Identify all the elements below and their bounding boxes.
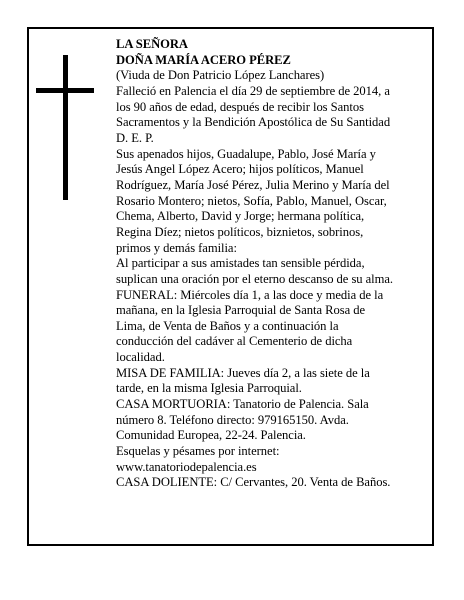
family-line: Jesús Angel López Acero; hijos políticos, Manuel xyxy=(116,162,364,177)
prayer-request-line: suplican una oración por el eterno descanso de su alma. xyxy=(116,271,394,286)
funeral-home-line: número 8. Teléfono directo: 979165150. Avda. xyxy=(116,412,349,427)
family-home-line: CASA DOLIENTE: C/ Cervantes, 20. Venta de Baños. xyxy=(116,475,391,490)
obituary-text xyxy=(116,37,421,491)
funeral-line: localidad. xyxy=(116,350,165,365)
family-line: Rosario Montero; nietos, Sofía, Pablo, Manuel, Oscar, xyxy=(116,193,387,208)
prayer-request-line: Al participar a sus amistades tan sensible pérdida, xyxy=(116,256,365,271)
family-line: Chema, Alberto, David y Jorge; hermana política, xyxy=(116,209,365,224)
funeral-line: Lima, de Venta de Baños y a continuación la xyxy=(116,318,339,333)
funeral-line: mañana, en la Iglesia Parroquial de Santa Rosa de xyxy=(116,303,365,318)
cross-vertical-bar xyxy=(63,55,68,200)
family-line: primos y demás familia: xyxy=(116,240,237,255)
rip-line: D. E. P. xyxy=(116,130,154,145)
funeral-home-line: CASA MORTUORIA: Tanatorio de Palencia. Sala xyxy=(116,397,369,412)
death-announcement-line: Falleció en Palencia el día 29 de septiembre de 2014, a xyxy=(116,83,390,98)
condolences-website: www.tanatoriodepalencia.es xyxy=(116,459,257,474)
latin-cross-icon xyxy=(36,55,94,200)
family-line: Sus apenados hijos, Guadalupe, Pablo, José María y xyxy=(116,146,376,161)
funeral-line: FUNERAL: Miércoles día 1, a las doce y media de la xyxy=(116,287,384,302)
deceased-name: DOÑA MARÍA ACERO PÉREZ xyxy=(116,52,291,67)
condolences-line: Esquelas y pésames por internet: xyxy=(116,444,280,459)
family-line: Rodríguez, María José Pérez, Julia Merino y María del xyxy=(116,177,390,192)
widow-of-line: (Viuda de Don Patricio López Lanchares) xyxy=(116,68,325,83)
death-announcement-line: los 90 años de edad, después de recibir los Santos xyxy=(116,99,364,114)
family-mass-line: tarde, en la misma Iglesia Parroquial. xyxy=(116,381,302,396)
family-mass-line: MISA DE FAMILIA: Jueves día 2, a las siete de la xyxy=(116,365,370,380)
funeral-line: conducción del cadáver al Cementerio de dicha xyxy=(116,334,353,349)
death-announcement-line: Sacramentos y la Bendición Apostólica de Su Santidad xyxy=(116,115,391,130)
funeral-home-line: Comunidad Europea, 22-24. Palencia. xyxy=(116,428,306,443)
cross-horizontal-bar xyxy=(36,88,94,93)
family-line: Regina Díez; nietos políticos, biznietos, sobrinos, xyxy=(116,224,364,239)
deceased-title: LA SEÑORA xyxy=(116,37,188,51)
